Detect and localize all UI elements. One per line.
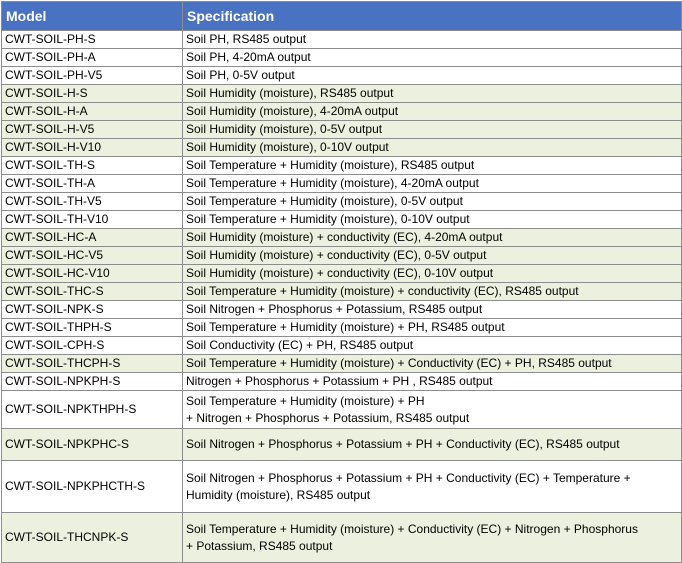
table-row [2,247,682,265]
model-cell: CWT-SOIL-TH-V10 [2,211,183,229]
model-cell: CWT-SOIL-PH-S [2,31,183,49]
spec-cell: Soil Humidity (moisture) + conductivity (EC), 0-10V output [183,265,682,283]
table-row [2,265,682,283]
model-cell: CWT-SOIL-H-V10 [2,139,183,157]
spec-cell: Soil Temperature + Humidity (moisture), 0-5V output [183,193,682,211]
table-row [2,211,682,229]
model-cell: CWT-SOIL-CPH-S [2,337,183,355]
table-row [2,49,682,67]
table-row [2,121,682,139]
table-row [2,31,682,49]
spec-cell [183,513,682,563]
table-row [2,229,682,247]
spec-cell [183,461,682,513]
spec-line: Soil Temperature + Humidity (moisture) + Conductivity (EC) + Nitrogen + Phosphorus [186,521,638,536]
table-row [2,319,682,337]
table-row [2,337,682,355]
table-body [2,31,682,563]
spec-cell: Soil Humidity (moisture), 0-5V output [183,121,682,139]
spec-cell: Soil Humidity (moisture), RS485 output [183,85,682,103]
table-row [2,373,682,391]
model-cell: CWT-SOIL-THCNPK-S [2,513,183,563]
spec-line: + Potassium, RS485 output [186,538,333,553]
spec-cell: Soil Humidity (moisture), 0-10V output [183,139,682,157]
spec-cell: Soil Humidity (moisture) + conductivity (EC), 0-5V output [183,247,682,265]
model-cell: CWT-SOIL-TH-A [2,175,183,193]
spec-cell: Soil PH, 4-20mA output [183,49,682,67]
table-row [2,103,682,121]
spec-cell: Soil Humidity (moisture), 4-20mA output [183,103,682,121]
spec-cell [183,391,682,429]
table-row [2,355,682,373]
table-row [2,193,682,211]
model-cell: CWT-SOIL-H-A [2,103,183,121]
model-cell: CWT-SOIL-TH-S [2,157,183,175]
model-cell: CWT-SOIL-NPKTHPH-S [2,391,183,429]
table-row [2,283,682,301]
model-cell: CWT-SOIL-HC-V10 [2,265,183,283]
model-cell: CWT-SOIL-THPH-S [2,319,183,337]
spec-cell: Soil Humidity (moisture) + conductivity (EC), 4-20mA output [183,229,682,247]
spec-line: + Nitrogen + Phosphorus + Potassium, RS485 output [186,410,470,425]
model-cell: CWT-SOIL-H-V5 [2,121,183,139]
table-row [2,391,682,429]
spec-cell: Soil Temperature + Humidity (moisture) + PH, RS485 output [183,319,682,337]
model-cell: CWT-SOIL-PH-A [2,49,183,67]
model-cell: CWT-SOIL-PH-V5 [2,67,183,85]
model-cell: CWT-SOIL-NPK-S [2,301,183,319]
spec-cell: Soil Temperature + Humidity (moisture) + Conductivity (EC) + PH, RS485 output [183,355,682,373]
table-row [2,301,682,319]
table-row [2,461,682,513]
table-row [2,175,682,193]
table-header [2,2,682,31]
spec-line: Humidity (moisture), RS485 output [186,487,371,502]
spec-cell: Soil PH, 0-5V output [183,67,682,85]
header-model: Model [2,2,183,31]
model-cell: CWT-SOIL-NPKPH-S [2,373,183,391]
model-cell: CWT-SOIL-THC-S [2,283,183,301]
spec-cell: Soil PH, RS485 output [183,31,682,49]
spec-table [1,1,682,563]
spec-cell: Soil Temperature + Humidity (moisture) + conductivity (EC), RS485 output [183,283,682,301]
model-cell: CWT-SOIL-NPKPHC-S [2,429,183,461]
spec-cell: Soil Temperature + Humidity (moisture), RS485 output [183,157,682,175]
model-cell: CWT-SOIL-HC-A [2,229,183,247]
model-cell: CWT-SOIL-NPKPHCTH-S [2,461,183,513]
table-row [2,67,682,85]
table-row [2,139,682,157]
spec-cell: Soil Nitrogen + Phosphorus + Potassium, RS485 output [183,301,682,319]
table-row [2,513,682,563]
spec-cell: Soil Temperature + Humidity (moisture), 0-10V output [183,211,682,229]
spec-cell: Soil Nitrogen + Phosphorus + Potassium + PH + Conductivity (EC), RS485 output [183,429,682,461]
table-row [2,157,682,175]
table-row [2,85,682,103]
header-specification: Specification [183,2,682,31]
spec-cell: Soil Conductivity (EC) + PH, RS485 output [183,337,682,355]
spec-line: Soil Temperature + Humidity (moisture) + PH [186,393,425,408]
model-cell: CWT-SOIL-HC-V5 [2,247,183,265]
model-cell: CWT-SOIL-THCPH-S [2,355,183,373]
model-cell: CWT-SOIL-H-S [2,85,183,103]
spec-cell: Soil Temperature + Humidity (moisture), 4-20mA output [183,175,682,193]
spec-line: Soil Nitrogen + Phosphorus + Potassium + PH + Conductivity (EC) + Temperature + [186,470,631,485]
table-row [2,429,682,461]
model-cell: CWT-SOIL-TH-V5 [2,193,183,211]
spec-cell: Nitrogen + Phosphorus + Potassium + PH , RS485 output [183,373,682,391]
header-row [2,2,682,31]
